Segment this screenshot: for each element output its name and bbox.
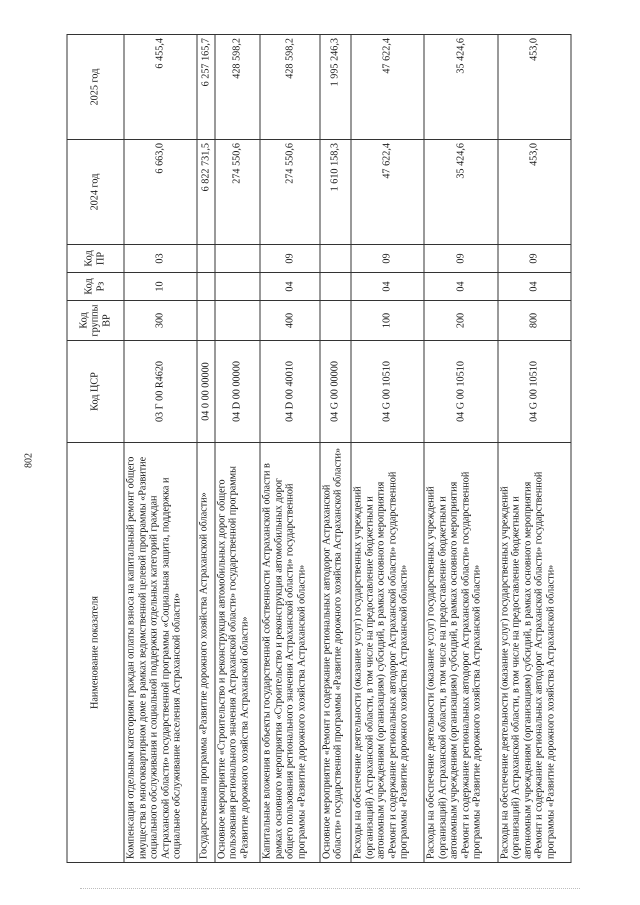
scan-edge-line bbox=[80, 888, 580, 889]
cell-2024: 274 550,6 bbox=[260, 140, 319, 245]
cell-name: Расходы на обеспечение деятельности (оказание услуг) государственных учреждений (организаций) Астраханской области, в том числе на предоставление бюджетным и автономным учреждениям (организациям) субсидий, в рамках основного мероприятия «Ремонт и содержание региональных автодорог Астраханской области» государственной программы «Развитие дорожного хозяйства Астраханской области» bbox=[424, 443, 497, 863]
cell-rz bbox=[320, 273, 351, 301]
cell-csr: 04 D 00 40010 bbox=[260, 341, 319, 443]
cell-rz: 04 bbox=[351, 273, 424, 301]
cell-2025: 428 598,2 bbox=[260, 35, 319, 140]
cell-csr: 04 G 00 10510 bbox=[351, 341, 424, 443]
cell-2024: 35 424,6 bbox=[424, 140, 497, 245]
cell-name: Основное мероприятие «Строительство и реконструкция автомобильных дорог общего пользования регионального значения Астраханской области» государственной программы «Развитие дорожного хозяйства Астраханской области» bbox=[215, 443, 260, 863]
header-rz: Код Рз bbox=[67, 273, 124, 301]
cell-vr: 100 bbox=[351, 301, 424, 341]
cell-2024: 47 622,4 bbox=[351, 140, 424, 245]
cell-rz: 10 bbox=[124, 273, 197, 301]
cell-csr: 04 G 00 10510 bbox=[498, 341, 571, 443]
budget-table-frame bbox=[67, 35, 572, 863]
header-vr: Код группы ВР bbox=[67, 301, 124, 341]
header-pr: Код ПР bbox=[67, 245, 124, 273]
budget-table bbox=[67, 34, 572, 863]
cell-pr: 09 bbox=[260, 245, 319, 273]
cell-rz: 04 bbox=[260, 273, 319, 301]
cell-vr: 800 bbox=[498, 301, 571, 341]
cell-2024: 6 663,0 bbox=[124, 140, 197, 245]
cell-2025: 6 455,4 bbox=[124, 35, 197, 140]
table-row bbox=[260, 35, 319, 863]
cell-vr: 300 bbox=[124, 301, 197, 341]
cell-vr: 400 bbox=[260, 301, 319, 341]
cell-pr bbox=[320, 245, 351, 273]
cell-2024: 1 610 158,3 bbox=[320, 140, 351, 245]
cell-name: Компенсация отдельным категориям граждан оплаты взноса на капитальный ремонт общего имущества в многоквартирном доме в рамках ведомственной целевой программы «Развитие социального обслуживания и социальной поддержки отдельных категорий граждан Астраханской области» государственной программы «Социальная защита, поддержка и социальное обслуживание населения Астраханской области» bbox=[124, 443, 197, 863]
cell-2025: 453,0 bbox=[498, 35, 571, 140]
cell-pr: 03 bbox=[124, 245, 197, 273]
header-name: Наименование показателя bbox=[67, 443, 124, 863]
table-row bbox=[498, 35, 571, 863]
cell-vr bbox=[197, 301, 215, 341]
cell-2024: 453,0 bbox=[498, 140, 571, 245]
table-row bbox=[351, 35, 424, 863]
cell-rz: 04 bbox=[498, 273, 571, 301]
cell-name: Основное мероприятие «Ремонт и содержание региональных автодорог Астраханской области» государственной программы «Развитие дорожного хозяйства Астраханской области» bbox=[320, 443, 351, 863]
page-number: 802 bbox=[23, 453, 35, 468]
table-header-row bbox=[67, 35, 124, 863]
table-row bbox=[197, 35, 215, 863]
cell-name: Капитальные вложения в объекты государственной собственности Астраханской области в рамках основного мероприятия «Строительство и реконструкция автомобильных дорог общего пользования регионального значения Астраханской области» государственной программы «Развитие дорожного хозяйства Астраханской области» bbox=[260, 443, 319, 863]
table-row bbox=[215, 35, 260, 863]
cell-rz bbox=[197, 273, 215, 301]
cell-csr: 04 0 00 00000 bbox=[197, 341, 215, 443]
cell-vr: 200 bbox=[424, 301, 497, 341]
header-2025: 2025 год bbox=[67, 35, 124, 140]
cell-2024: 6 822 731,5 bbox=[197, 140, 215, 245]
cell-pr: 09 bbox=[424, 245, 497, 273]
cell-pr bbox=[197, 245, 215, 273]
header-csr: Код ЦСР bbox=[67, 341, 124, 443]
table-row bbox=[124, 35, 197, 863]
table-row bbox=[320, 35, 351, 863]
cell-2025: 47 622,4 bbox=[351, 35, 424, 140]
cell-csr: 04 D 00 00000 bbox=[215, 341, 260, 443]
table-row bbox=[424, 35, 497, 863]
cell-rz: 04 bbox=[424, 273, 497, 301]
cell-name: Расходы на обеспечение деятельности (оказание услуг) государственных учреждений (организаций) Астраханской области, в том числе на предоставление бюджетным и автономным учреждениям (организациям) субсидий, в рамках основного мероприятия «Ремонт и содержание региональных автодорог Астраханской области» государственной программы «Развитие дорожного хозяйства Астраханской области» bbox=[498, 443, 571, 863]
cell-2025: 1 995 246,3 bbox=[320, 35, 351, 140]
cell-pr: 09 bbox=[498, 245, 571, 273]
cell-name: Государственная программа «Развитие дорожного хозяйства Астраханской области» bbox=[197, 443, 215, 863]
page-number-wrap bbox=[14, 0, 44, 905]
cell-vr bbox=[320, 301, 351, 341]
cell-2025: 6 257 165,7 bbox=[197, 35, 215, 140]
cell-rz bbox=[215, 273, 260, 301]
header-2024: 2024 год bbox=[67, 140, 124, 245]
cell-csr: 04 G 00 00000 bbox=[320, 341, 351, 443]
cell-csr: 03 Г 00 R4620 bbox=[124, 341, 197, 443]
cell-2024: 274 550,6 bbox=[215, 140, 260, 245]
cell-pr: 09 bbox=[351, 245, 424, 273]
cell-vr bbox=[215, 301, 260, 341]
cell-name: Расходы на обеспечение деятельности (оказание услуг) государственных учреждений (организаций) Астраханской области, в том числе на предоставление бюджетным и автономным учреждениям (организациям) субсидий, в рамках основного мероприятия «Ремонт и содержание региональных автодорог Астраханской области» государственной программы «Развитие дорожного хозяйства Астраханской области» bbox=[351, 443, 424, 863]
cell-pr bbox=[215, 245, 260, 273]
cell-2025: 35 424,6 bbox=[424, 35, 497, 140]
cell-2025: 428 598,2 bbox=[215, 35, 260, 140]
cell-csr: 04 G 00 10510 bbox=[424, 341, 497, 443]
